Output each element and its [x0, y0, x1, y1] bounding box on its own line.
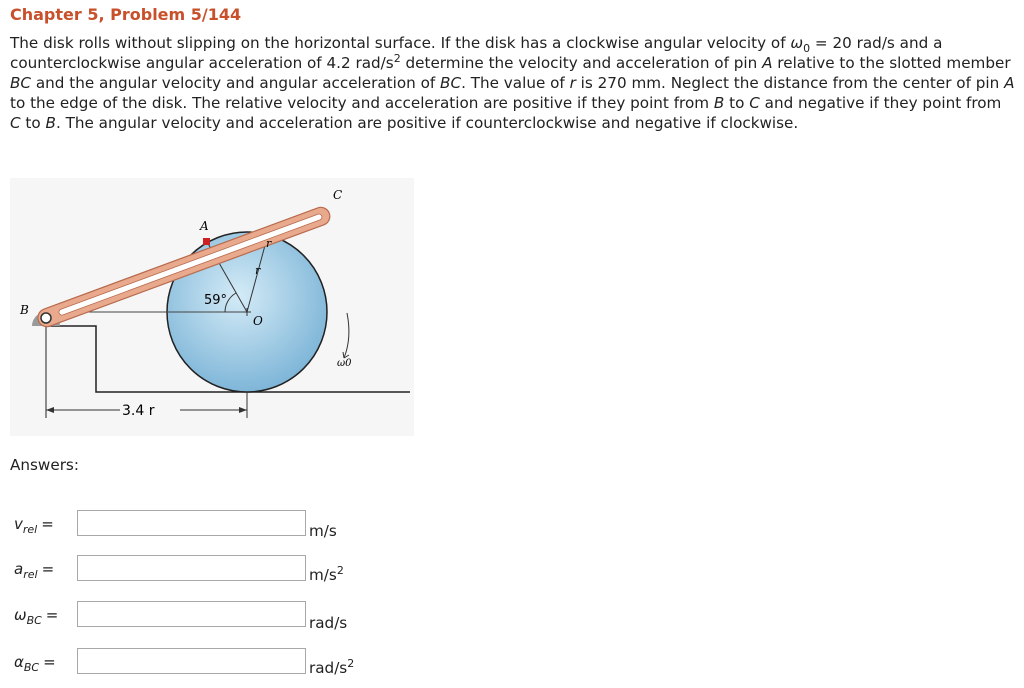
problem-text: to the edge of the disk. The relative velocity and acceleration are positive if they point from — [10, 94, 714, 112]
problem-text: The disk rolls without slipping on the horizontal surface. If the disk has a clockwise angular velocity of — [10, 34, 791, 52]
answer-unit: rad/s — [309, 614, 348, 633]
answers-heading: Answers: — [10, 456, 79, 474]
point-label: C — [10, 114, 21, 132]
problem-text: . The value of — [461, 74, 570, 92]
problem-text: to — [20, 114, 46, 132]
superscript: 2 — [393, 51, 401, 65]
radius-symbol: r — [569, 74, 576, 92]
point-label: C — [749, 94, 760, 112]
problem-text: = 20 rad/s and a counterclockwise angular acceleration of 4.2 rad/s — [10, 34, 943, 72]
answer-label: $\alpha_{BC}$ = — [14, 653, 56, 674]
problem-text: to — [724, 94, 750, 112]
problem-title: Chapter 5, Problem 5/144 — [10, 5, 242, 24]
point-label: B — [45, 114, 56, 132]
answer-label: $\omega_{BC}$ = — [14, 606, 59, 627]
angle-label: 59° — [204, 293, 228, 308]
answer-label: $a_{rel}$ = — [14, 560, 55, 581]
omega-bc-input[interactable] — [77, 601, 306, 627]
member-label: BC — [440, 74, 462, 92]
problem-text: and negative if they point from — [759, 94, 1002, 112]
pin-b — [41, 313, 51, 323]
vrel-input[interactable] — [77, 510, 306, 536]
member-label: BC — [10, 74, 32, 92]
pin-label: A — [1004, 74, 1015, 92]
label-b: B — [20, 303, 29, 317]
alpha-bc-input[interactable] — [77, 648, 306, 674]
problem-text: . The angular velocity and acceleration are positive if counterclockwise and negative if clockwise. — [55, 114, 799, 132]
answer-row-alpha-bc — [0, 648, 400, 678]
mechanism-figure — [10, 178, 414, 436]
problem-statement — [10, 33, 1015, 133]
label-r-top: r — [266, 237, 272, 250]
problem-text: determine the velocity and acceleration of pin — [400, 54, 763, 72]
answer-unit: m/s — [309, 522, 337, 541]
point-label: B — [713, 94, 725, 112]
problem-text: and the angular velocity and angular acceleration of — [31, 74, 441, 92]
problem-text: is 270 mm. Neglect the distance from the center of pin — [575, 74, 1005, 92]
arel-input[interactable] — [77, 555, 306, 581]
label-a: A — [200, 219, 209, 233]
answer-unit: $m/s^2$ — [309, 564, 344, 585]
answer-unit: rad/$s^2$ — [309, 657, 355, 678]
dimension-label: 3.4 r — [122, 403, 155, 419]
pin-label: A — [762, 54, 773, 72]
pin-a — [203, 238, 210, 245]
label-c: C — [333, 188, 343, 202]
answer-row-arel — [0, 555, 400, 585]
label-o: O — [253, 314, 263, 328]
problem-text: relative to the slotted member — [772, 54, 1011, 72]
answer-row-omega-bc — [0, 601, 400, 631]
answer-row-vrel — [0, 510, 400, 540]
omega-label: ω0 — [337, 358, 352, 369]
omega-symbol: ω — [790, 34, 804, 52]
omega-subscript: 0 — [803, 42, 811, 56]
label-r-mid: r — [255, 264, 261, 277]
answer-label: $v_{rel}$ = — [14, 515, 54, 536]
